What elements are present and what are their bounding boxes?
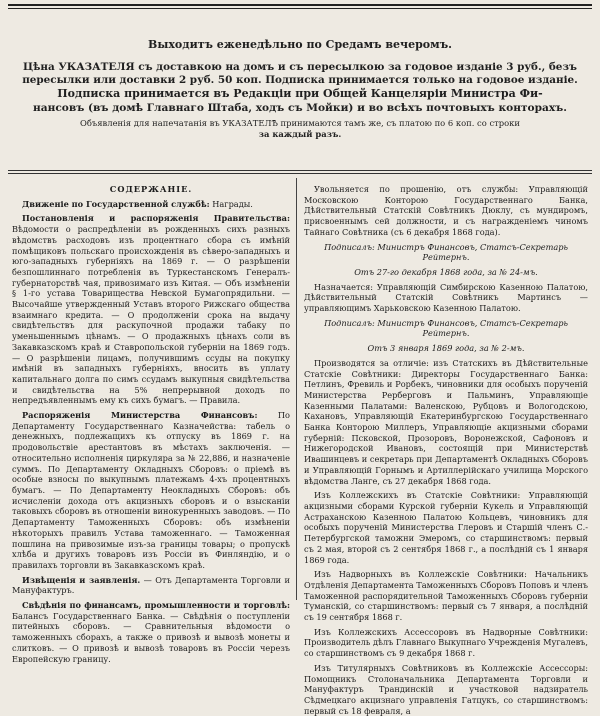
signature-line: Подписалъ: Министръ Финансовъ, Статсъ-Секретарь Рейтернъ.: [324, 241, 568, 263]
masthead-publication-schedule: Выходитъ еженедѣльно по Средамъ вечеромъ.: [148, 38, 452, 51]
right-column: [304, 178, 588, 716]
contents-section: [12, 575, 290, 596]
contents-section: [12, 199, 290, 210]
order-paragraph: Увольняется по прошенію, отъ службы: Управляющій Московскою Конторою Государственнаго Банка, Дѣйствительный Статскій Совѣтникъ Дюклу, съ мундиромъ, присвоеннымъ сей должности, и съ награжденіемъ чиномъ Тайнаго Совѣтника (съ 6 декабря 1868 года).: [304, 184, 588, 237]
masthead-price-line: Цѣна УКАЗАТЕЛЯ съ доставкою на домъ и съ пересылкою за годовое изданіе 3 руб., безъ: [23, 61, 577, 73]
section-heading: Постановленія и распоряженія Правительства:: [22, 213, 290, 224]
section-heading: Извѣщенія и заявленія.: [22, 574, 141, 585]
masthead-announcements-line-2: за каждый разъ.: [258, 129, 342, 139]
order-paragraph: Производятся за отличіе: изъ Статскихъ въ Дѣйствительные Статскіе Совѣтники: Директоры Государственнаго Банка: Петлинъ, Фревиль и Рорбекъ, чиновники для особыхъ порученій Министерства Рерберговъ и Пальминъ, Управляющіе Казенными Палатами: Валенскою, Рубцовъ и Вологодскою, Кахановъ, Управляющій Екатеринбургскою Государственнаго Банка Конторою Миллеръ, Управляющіе акцизными сборами губерній: Псковской, Прозоровъ, Воронежской, Сафоновъ и Нижегородской Ивановъ, состоящій при Министерствѣ Ивашинцевъ и секретарь при Департаментѣ Окладныхъ Сборовъ и Управляющій Горнымъ и Артиллерійскаго училища Морского вѣдомства Ланге, съ 27 декабря 1868 года.: [304, 357, 588, 486]
column-divider: [296, 178, 297, 600]
contents-heading: СОДЕРЖАНІЕ.: [109, 184, 193, 194]
masthead-announcements-line: Объявленія для напечатанія въ УКАЗАТЕЛѢ принимаются тамъ же, съ платою по 6 коп. со строки: [80, 118, 520, 128]
section-body: Награды.: [209, 198, 253, 209]
top-double-rule: [8, 4, 592, 6]
order-paragraph: Изъ Коллежскихъ Ассессоровъ въ Надворные Совѣтники: Производитель дѣлъ Главнаго Выкупнаго Учрежденія Мугалевъ, со старшинствомъ съ 9 декабря 1868 г.: [304, 626, 588, 659]
section-body: — Отъ Департамента Торговли и Мануфактуръ.: [12, 574, 290, 596]
section-heading: Свѣдѣнія по финансамъ, промышленности и торговлѣ:: [22, 600, 290, 611]
masthead-rule-second: [8, 173, 592, 174]
order-paragraph: Изъ Надворныхъ въ Коллежскіе Совѣтники: Начальникъ Отдѣленія Департамента Таможенныхъ Сборовъ Поповъ и членъ Таможенной распорядительной Таможенныхъ Сборовъ губерніи Туманскій, со старшинствомъ: первый съ 7 января, а послѣдній съ 19 сентября 1868 г.: [304, 569, 588, 623]
section-body: По Департаменту Государственнаго Казначейства: табель о денежныхъ, подлежащихъ къ отпуску въ 1869 г. на продовольствіе арестантовъ въ мѣстахъ заключенія. — относительно исполненія циркуляра за № 22,886, и назначеніе суммъ. По Департаменту Окладныхъ Сборовъ: о пріемѣ въ особые взносы по выкупнымъ платежамъ 4-хъ процентныхъ бумагъ. — По Департаменту Неокладныхъ Сборовъ: объ исчисленіи дохода отъ акцизныхъ сборовъ и о взысканіи таковыхъ сборовъ въ отношеніи винокуренныхъ заводовъ. — По Департаменту Таможенныхъ Сборовъ: объ измѣненіи нѣкоторыхъ правилъ Устава таможеннаго. — Таможенная пошлина на привозимые изъ-за границы товары; о пропускѣ хлѣба и другихъ товаровъ изъ Россіи въ Финляндію, и о правилахъ торговли въ Закавказскомъ краѣ.: [12, 410, 290, 570]
contents-section: [12, 600, 290, 664]
order-paragraph: Изъ Коллежскихъ въ Статскіе Совѣтники: Управляющій акцизными сборами Курской губерніи Кукель и Управляющій Астраханскою Казенною Палатою Кольцевъ, чиновникъ для особыхъ порученій Министерства Глеровъ и Старшій членъ С.-Петербургской таможни Эмеромъ, со старшинствомъ: первый съ 2 мая, второй съ 2 сентября 1868 г., а послѣдній съ 1 января 1869 года.: [304, 490, 588, 565]
masthead: [12, 38, 588, 140]
signature-line: Подписалъ: Министръ Финансовъ, Статсъ-Секретарь Рейтернъ.: [324, 317, 568, 339]
order-date: Отъ 3 января 1869 года, за № 2-мъ.: [367, 343, 525, 354]
section-body: Балансъ Государственнаго Банка. — Свѣдѣнія о поступленіи питейныхъ сборовъ. — Сравнительныя вѣдомости о таможенныхъ сборахъ, а также о привозѣ и вывозѣ монеты и слитковъ. — О привозѣ и вывозѣ товаровъ въ Россіи черезъ Европейскую границу.: [12, 610, 290, 664]
masthead-subscription-line: Подписка принимается въ Редакціи при Общей Канцеляріи Министра Фи-: [57, 87, 543, 100]
section-heading: Движеніе по Государственной службѣ:: [22, 198, 210, 209]
order-paragraph: Изъ Титулярныхъ Совѣтниковъ въ Коллежскіе Ассессоры: Помощникъ Столоначальника Департамента Торговли и Мануфактуръ Трандинскій и участковой надзиратель Сѣдмецкаго акцизнаго управленія Гатцукъ, со старшинствомъ: первый съ 18 февраля, а: [304, 662, 588, 716]
order-paragraph: Назначается: Управляющій Симбирскою Казенною Палатою, Дѣйствительный Статскій Совѣтникъ Мартинсъ — управляющимъ Харьковскою Казенною Палатою.: [304, 281, 588, 314]
masthead-subscription-line-2: нансовъ (въ домѣ Главнаго Штаба, ходъ съ Мойки) и во всѣхъ почтовыхъ конторахъ.: [32, 102, 567, 114]
masthead-rule: [8, 170, 592, 171]
contents-section: [12, 410, 290, 571]
masthead-price-line-2: пересылки или доставки 2 руб. 50 коп. Подписка принимается только на годовое изданіе.: [22, 74, 578, 86]
section-body: Вѣдомости о распредѣленіи въ рожденныхъ сихъ разныхъ вѣдомствъ расходовъ изъ процентнаго сбора съ имѣній помѣщиковъ польскаго происхожденія въ сѣверо-западныхъ и юго-западныхъ губерніяхъ на 1869 г. — О разрѣшеніи безпошлиннаго потребленія въ Туркестанскомъ Генералъ-губернаторствѣ чая, привозимаго изъ Китая. — Объ измѣненіи § 1-го устава Товарищества Невской Бумагопрядильни. — Высочайше утвержденный Уставъ второго Рижскаго общества взаимнаго кредита. — О продолженіи срока на выдачу свидѣтельствъ для раскупочной продажи табаку по уменьшеннымъ цѣнамъ. — О продажныхъ цѣнахъ соли въ Закавказскомъ краѣ и Ставропольской губерніи на 1869 годъ. — О разрѣшеніи лицамъ, получившимъ ссуды на покупку имѣній въ западныхъ губерніяхъ, вносить въ уплату капитальнаго долга по симъ ссудамъ выкупныя свидѣтельства и свидѣтельства на 5% непрерывной доходъ по непредъявленнымъ ему къ сихъ бумагъ. — Правила.: [12, 224, 290, 406]
section-heading: Распоряженія Министерства Финансовъ:: [22, 410, 258, 421]
contents-section: [12, 213, 290, 406]
order-date: Отъ 27-го декабря 1868 года, за № 24-мъ.: [354, 266, 538, 277]
left-column: [12, 178, 290, 664]
top-double-rule-second: [8, 8, 592, 9]
